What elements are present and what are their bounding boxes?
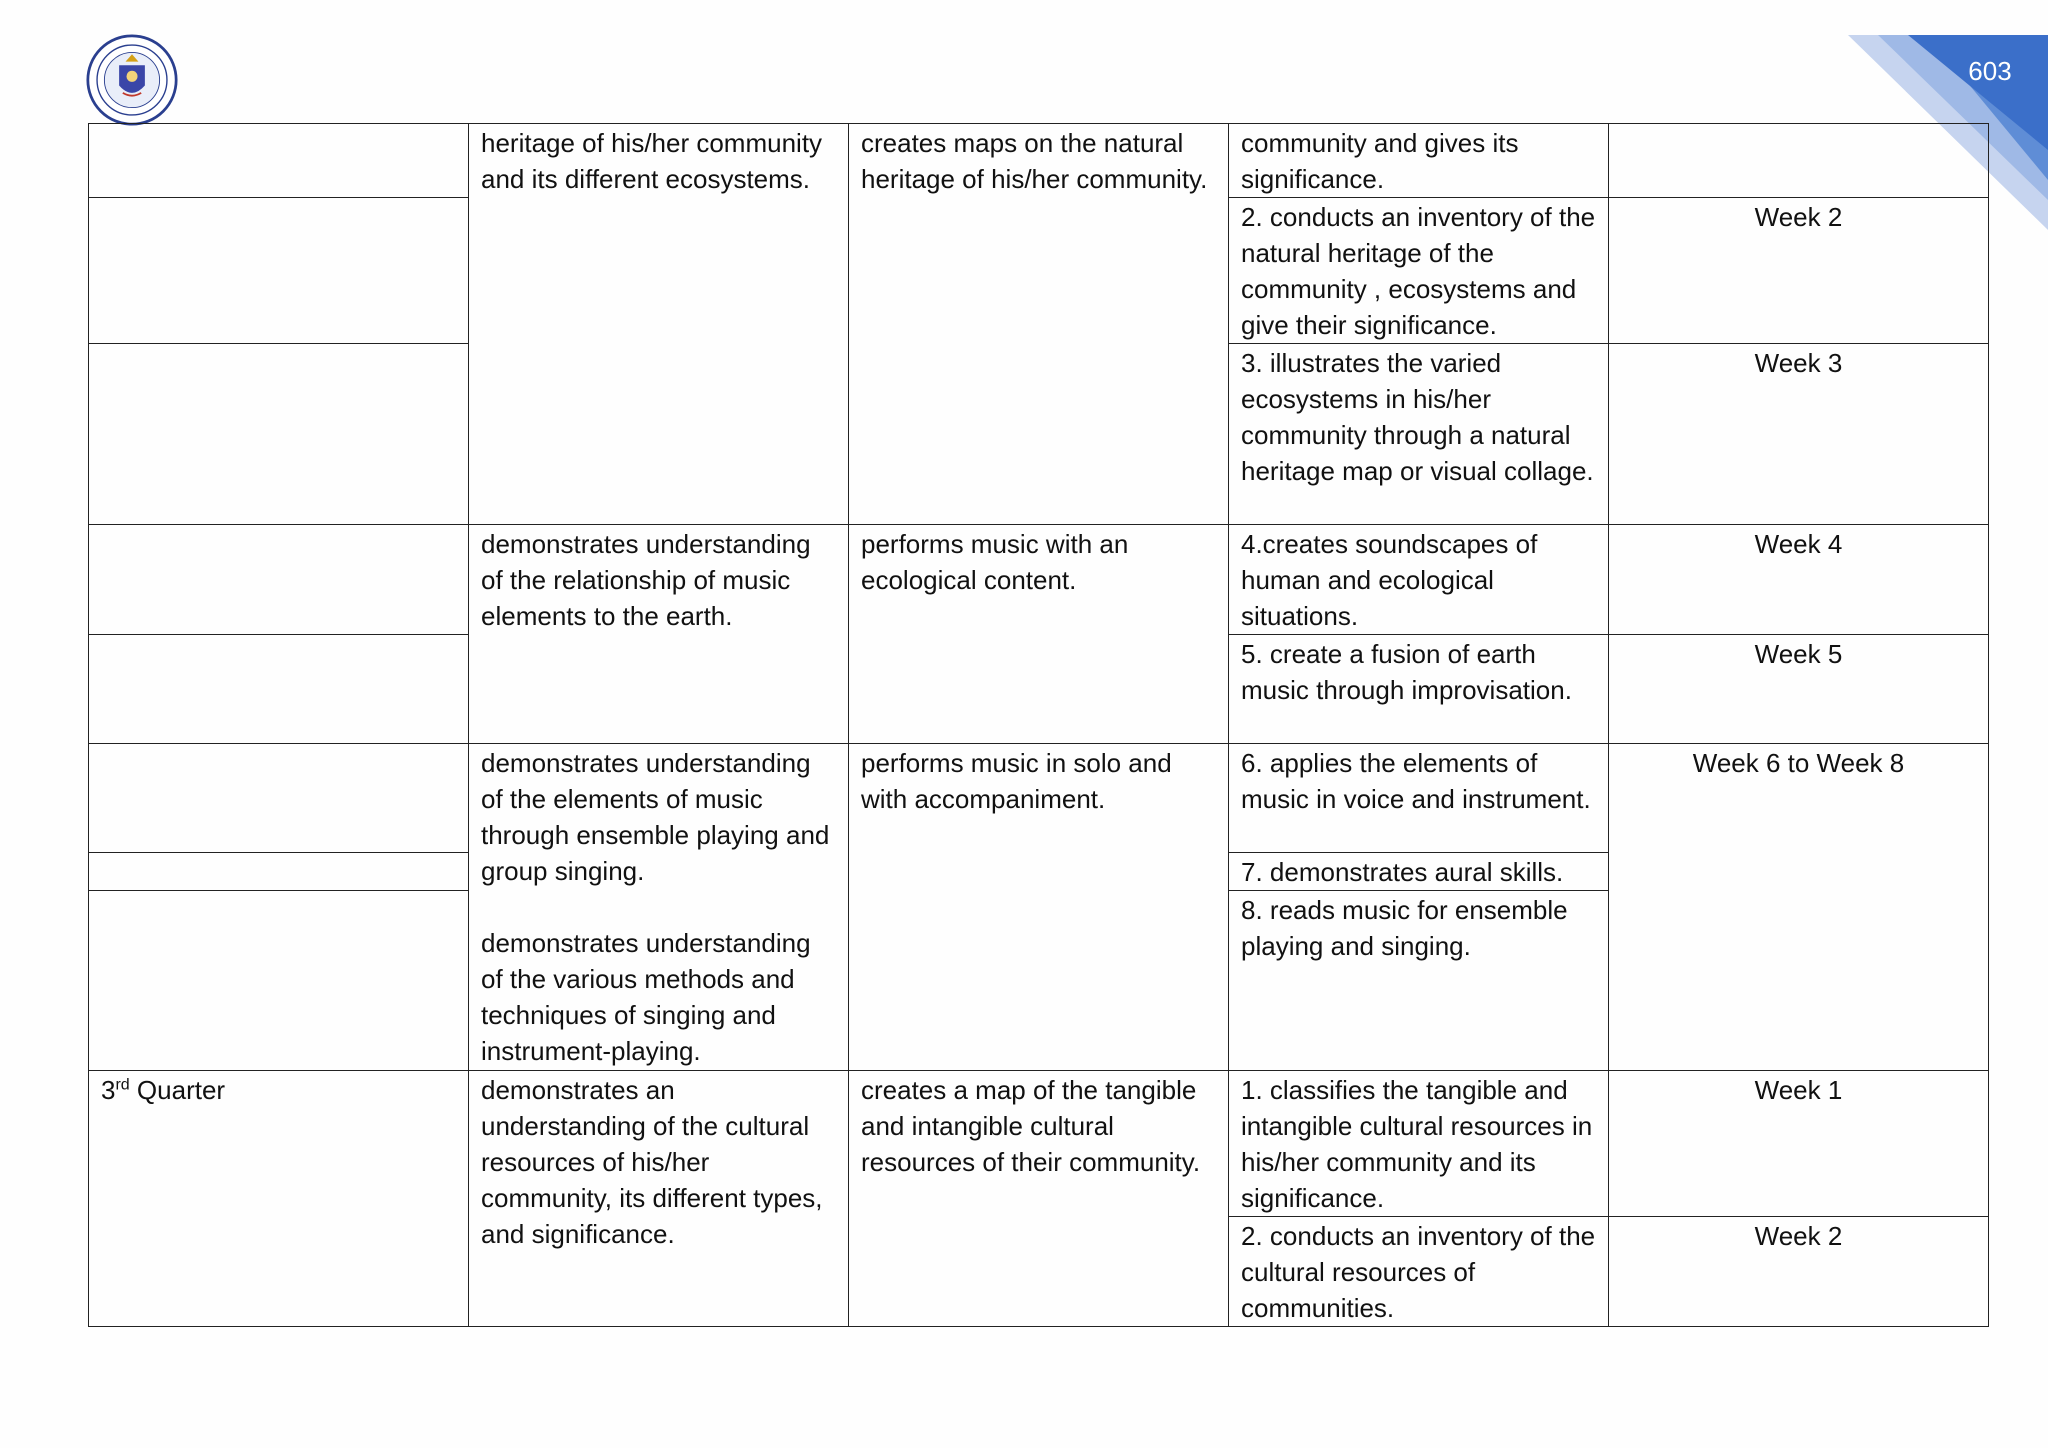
table-row xyxy=(89,124,1989,198)
quarter-cell xyxy=(89,635,469,744)
table-row xyxy=(89,744,1989,853)
quarter-ordinal-suffix: rd xyxy=(115,1076,130,1094)
curriculum-table xyxy=(88,123,1989,1327)
competency-cell: community and gives its significance. xyxy=(1229,124,1609,198)
performance-standard-cell: performs music with an ecological content. xyxy=(849,525,1229,744)
content-standard-cell: demonstrates understanding of the relationship of music elements to the earth. xyxy=(469,525,849,744)
page-number: 603 xyxy=(1968,56,2012,86)
performance-standard-cell: creates a map of the tangible and intangible cultural resources of their community. xyxy=(849,1071,1229,1327)
performance-standard-cell: performs music in solo and with accompaniment. xyxy=(849,744,1229,1071)
content-standard-cell: demonstrates an understanding of the cultural resources of his/her community, its different types, and significance. xyxy=(469,1071,849,1327)
week-cell: Week 6 to Week 8 xyxy=(1609,744,1989,1071)
quarter-label: Quarter xyxy=(129,1075,226,1105)
quarter-cell xyxy=(89,1071,469,1327)
quarter-cell xyxy=(89,198,469,344)
week-cell: Week 2 xyxy=(1609,1217,1989,1327)
content-standard-text: demonstrates understanding of the elements of music through ensemble playing and group singing. xyxy=(481,748,830,886)
competency-cell: 6. applies the elements of music in voice and instrument. xyxy=(1229,744,1609,853)
quarter-cell xyxy=(89,853,469,891)
quarter-cell xyxy=(89,124,469,198)
quarter-number: 3 xyxy=(101,1075,116,1105)
quarter-cell xyxy=(89,744,469,853)
week-cell: Week 4 xyxy=(1609,525,1989,635)
week-cell: Week 2 xyxy=(1609,198,1989,344)
competency-cell: 3. illustrates the varied ecosystems in his/her community through a natural heritage map or visual collage. xyxy=(1229,344,1609,525)
week-cell: Week 5 xyxy=(1609,635,1989,744)
week-cell: Week 3 xyxy=(1609,344,1989,525)
competency-cell: 4.creates soundscapes of human and ecological situations. xyxy=(1229,525,1609,635)
performance-standard-cell: creates maps on the natural heritage of his/her community. xyxy=(849,124,1229,525)
table-row xyxy=(89,525,1989,635)
deped-seal-icon xyxy=(86,34,178,126)
content-standard-cell xyxy=(469,744,849,1071)
week-cell xyxy=(1609,124,1989,198)
quarter-cell xyxy=(89,344,469,525)
content-standard-text: demonstrates understanding of the various methods and techniques of singing and instrument-playing. xyxy=(481,928,811,1066)
content-standard-cell: heritage of his/her community and its different ecosystems. xyxy=(469,124,849,525)
competency-cell: 8. reads music for ensemble playing and singing. xyxy=(1229,891,1609,1071)
table-row xyxy=(89,1071,1989,1217)
competency-cell: 7. demonstrates aural skills. xyxy=(1229,853,1609,891)
competency-cell: 1. classifies the tangible and intangible cultural resources in his/her community and its significance. xyxy=(1229,1071,1609,1217)
competency-cell: 5. create a fusion of earth music through improvisation. xyxy=(1229,635,1609,744)
quarter-cell xyxy=(89,525,469,635)
competency-cell: 2. conducts an inventory of the cultural resources of communities. xyxy=(1229,1217,1609,1327)
competency-cell: 2. conducts an inventory of the natural heritage of the community , ecosystems and give their significance. xyxy=(1229,198,1609,344)
week-cell: Week 1 xyxy=(1609,1071,1989,1217)
quarter-cell xyxy=(89,891,469,1071)
